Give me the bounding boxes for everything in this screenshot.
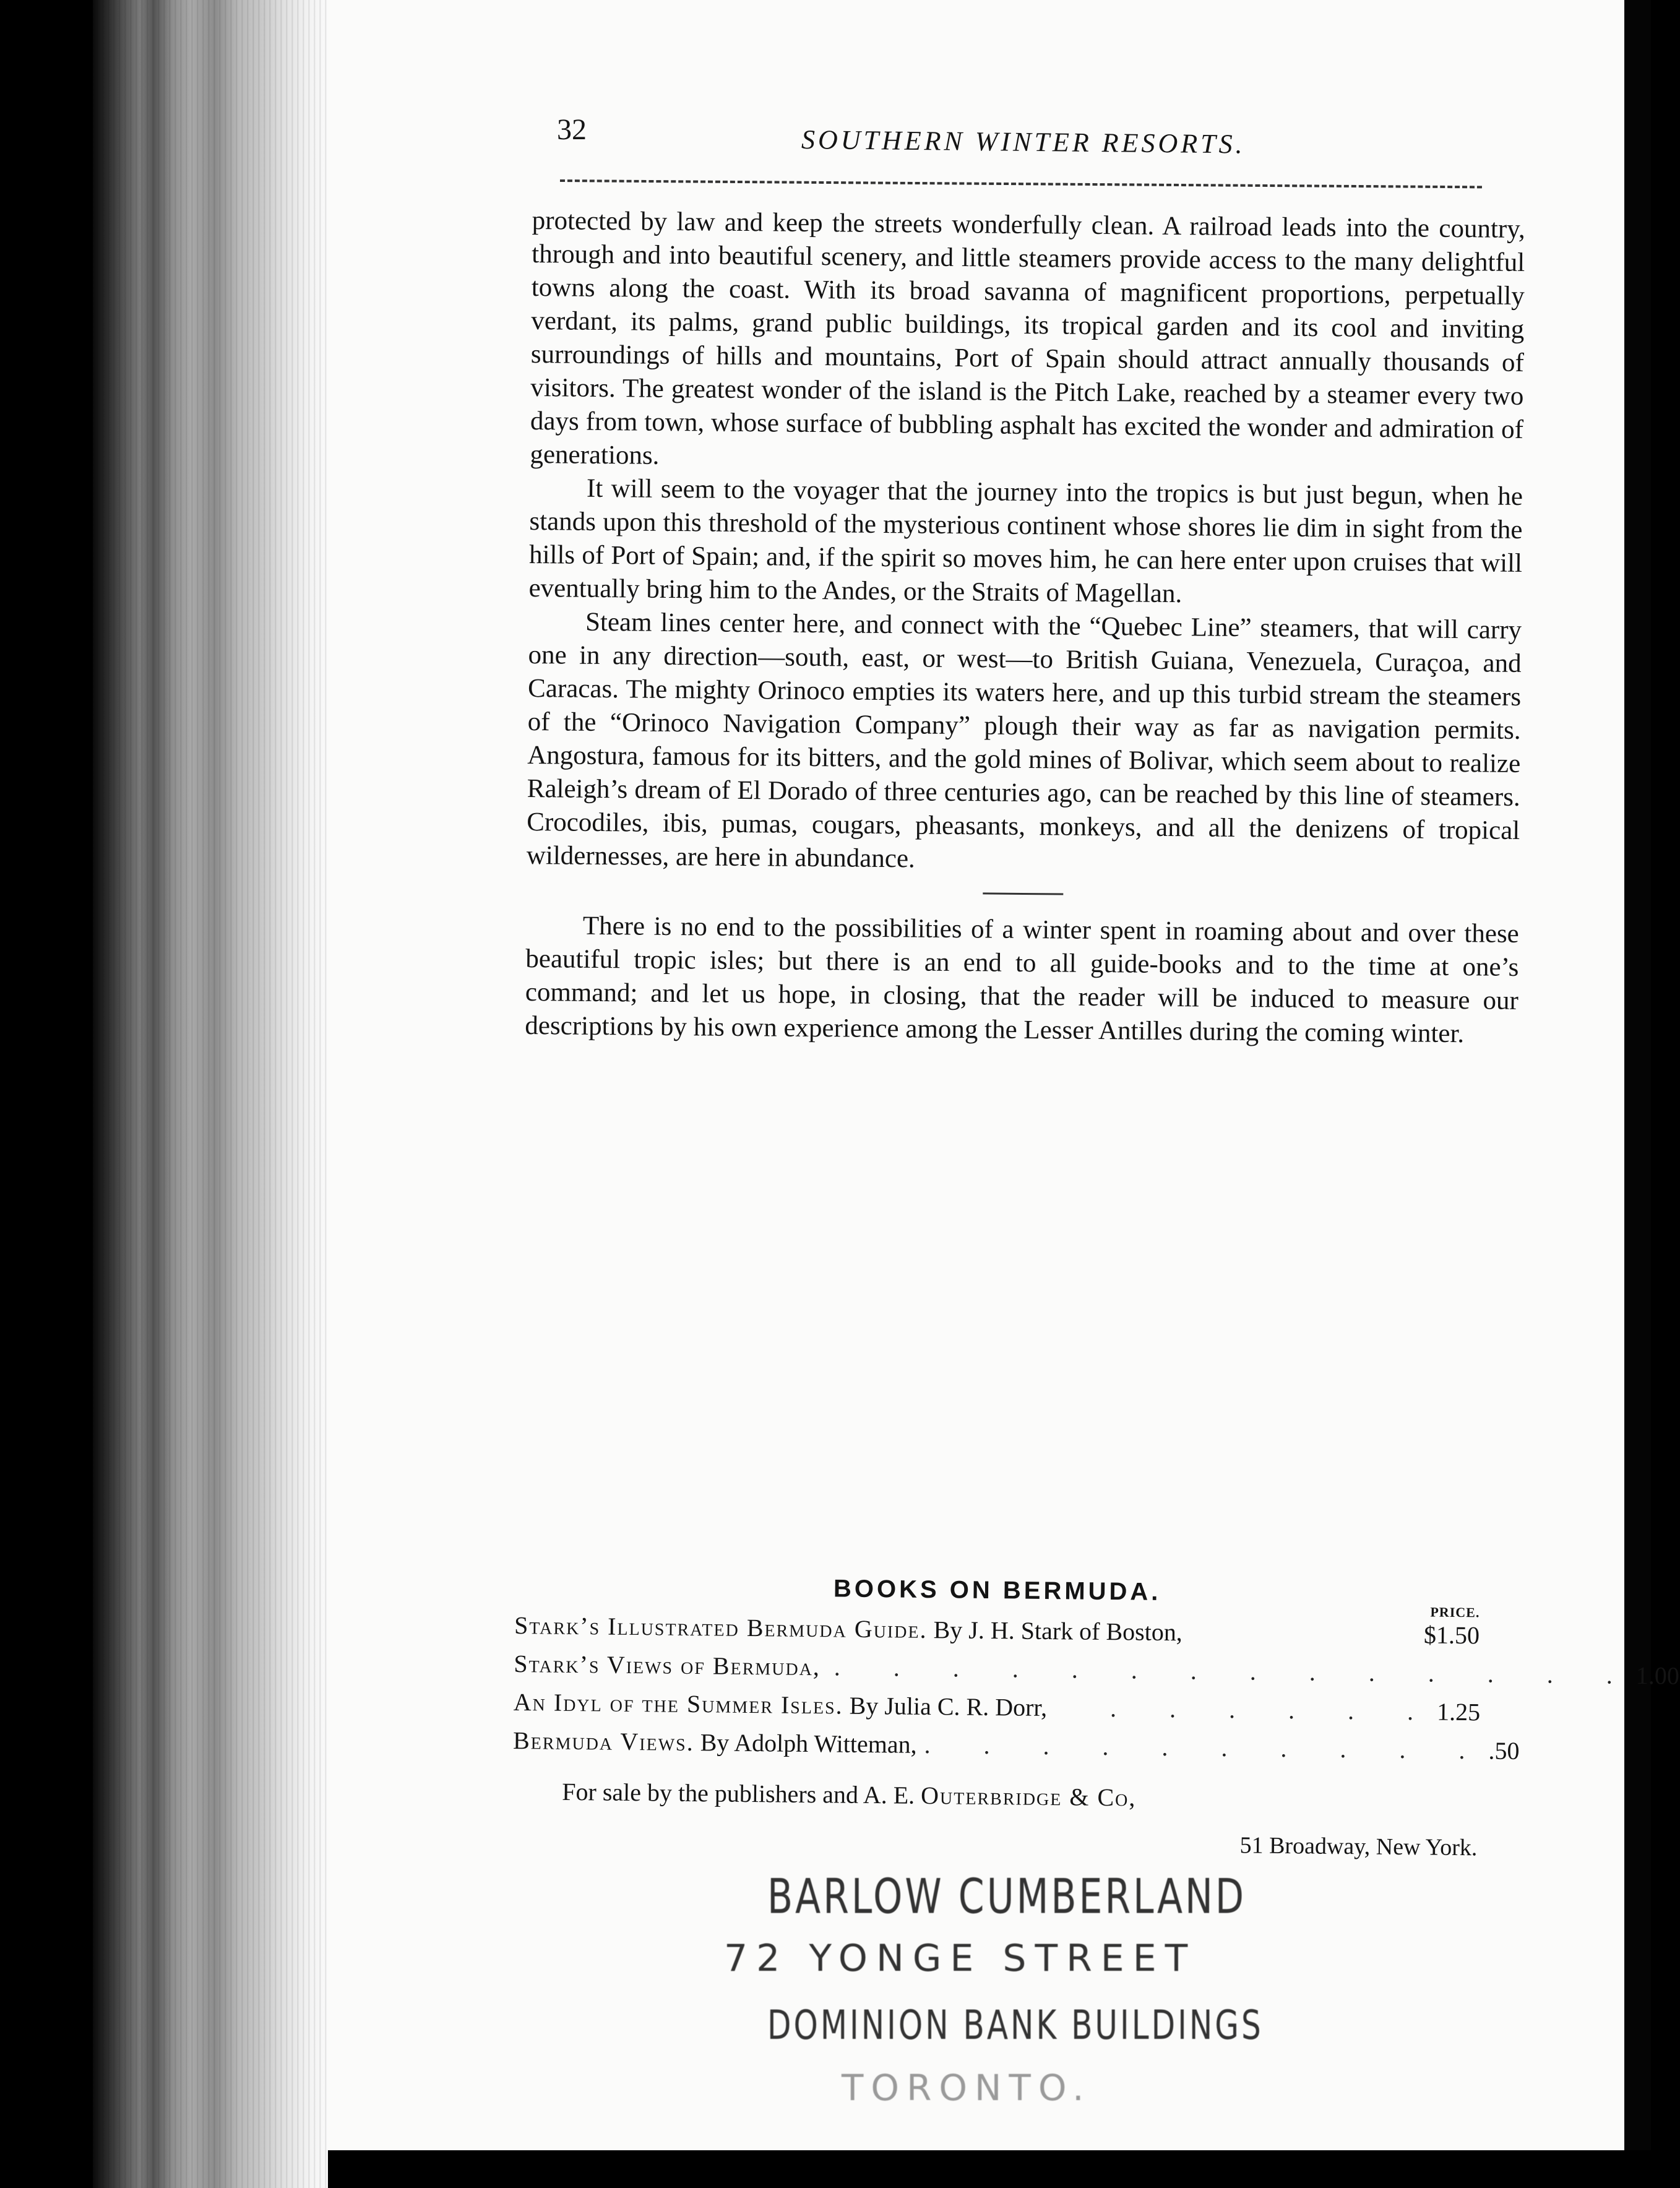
stamp-line: TORONTO. [842, 2067, 1092, 2109]
scan-border-right [1624, 0, 1651, 2188]
book-title: Bermuda Views. [512, 1726, 694, 1757]
price-column-label: PRICE. [1430, 1604, 1480, 1621]
sale-prefix: For sale by the publishers and A. E. [562, 1777, 915, 1809]
book-price: .50 [1488, 1736, 1520, 1765]
dot-leader: . . . . . . . . . . . . . . [834, 1653, 1637, 1689]
dot-leader: . . . . . . . . . . [924, 1730, 1489, 1765]
paragraph: Steam lines center here, and connect with the “Quebec Line” steamers, that will carry one in any direction—south, east, or west—to British Guiana, Venezuela, Curaçoa, and Caracas. The mighty Orinoco empties its waters here, and up this turbid stream the steamers of the “Orinoco Navigation Company” plough their way as far as navigation permits. Angostura, famous for its bitters, and the gold mines of Bolivar, which seem about to realize Raleigh’s dream of El Dorado of three centuries ago, can be reached by this line of steamers. Crocodiles, ibis, pumas, cougars, pheasants, monkeys, and all the denizens of tropical wildernesses, are here in abundance. [526, 607, 1522, 874]
book-title: Stark’s Views of Bermuda, [514, 1649, 821, 1681]
book-price: 1.25 [1436, 1697, 1481, 1726]
scan-border-bottom [328, 2150, 1651, 2188]
stamp-line: 72 YONGE STREET [724, 1937, 1197, 1980]
paragraph: It will seem to the voyager that the journey into the tropics is but just begun, when he stands upon this threshold of the mysterious continent whose shores lie dim in sight from the hills of Port of Spain; and, if the spirit so moves him, he can here enter upon cruises that will eventually bring him to the Andes, or the Straits of Magellan. [528, 473, 1523, 609]
book-price: 1.00 [1635, 1661, 1680, 1690]
book-title: An Idyl of the Summer Isles. [513, 1687, 843, 1720]
paragraph: There is no end to the possibilities of a winter spent in roaming about and over these beautiful tropic isles; but there is an end to all guide-books and to the time at one’s command; and let us hope, in closing, that the reader will be induced to measure our descriptions by his own experience among the Lesser Antilles during the coming winter. [525, 911, 1519, 1049]
bookseller-stamp [712, 1869, 1269, 2129]
seller-name: Outerbridge & Co [920, 1781, 1129, 1812]
dot-leader [1190, 1640, 1411, 1643]
book-author: By Adolph Witteman, [700, 1728, 917, 1759]
running-title: SOUTHERN WINTER RESORTS. [801, 124, 1246, 160]
section-divider [983, 892, 1063, 895]
sale-notice [562, 1777, 1478, 1815]
dot-leader: . . . . . . [1109, 1694, 1437, 1726]
book-author: By Julia C. R. Dorr, [849, 1691, 1048, 1722]
book-fore-edge [93, 0, 328, 2188]
stamp-line: DOMINION BANK BUILDINGS [767, 2002, 1264, 2049]
paragraph: protected by law and keep the streets wonderfully clean. A railroad leads into the country, through and into beautiful scenery, and little steamers provide access to the many delightful towns along the coast. With its broad savanna of magnificent proportions, perpetually verdant, its palms, grand public buildings, its tropical garden and its cool and inviting surroundings of hills and mountains, Port of Spain should attract annually thousands of visitors. The greatest wonder of the island is the Pitch Lake, reached by a steamer every two days from town, whose surface of bubbling asphalt has excited the wonder and admiration of generations. [530, 205, 1525, 470]
books-advertisement [512, 1572, 1680, 1861]
page-number: 32 [557, 113, 587, 146]
body-text [525, 204, 1525, 1051]
seller-address: 51 Broadway, New York. [1239, 1832, 1478, 1861]
stamp-line: BARLOW CUMBERLAND [767, 1869, 1247, 1925]
book-title: Stark’s Illustrated Bermuda Guide. [514, 1611, 928, 1643]
sale-suffix: , [1129, 1783, 1135, 1812]
book-author: By J. H. Stark of Boston, [933, 1616, 1183, 1647]
books-heading: BOOKS ON BERMUDA. [833, 1575, 1161, 1606]
book-price: $1.50 [1423, 1621, 1480, 1650]
